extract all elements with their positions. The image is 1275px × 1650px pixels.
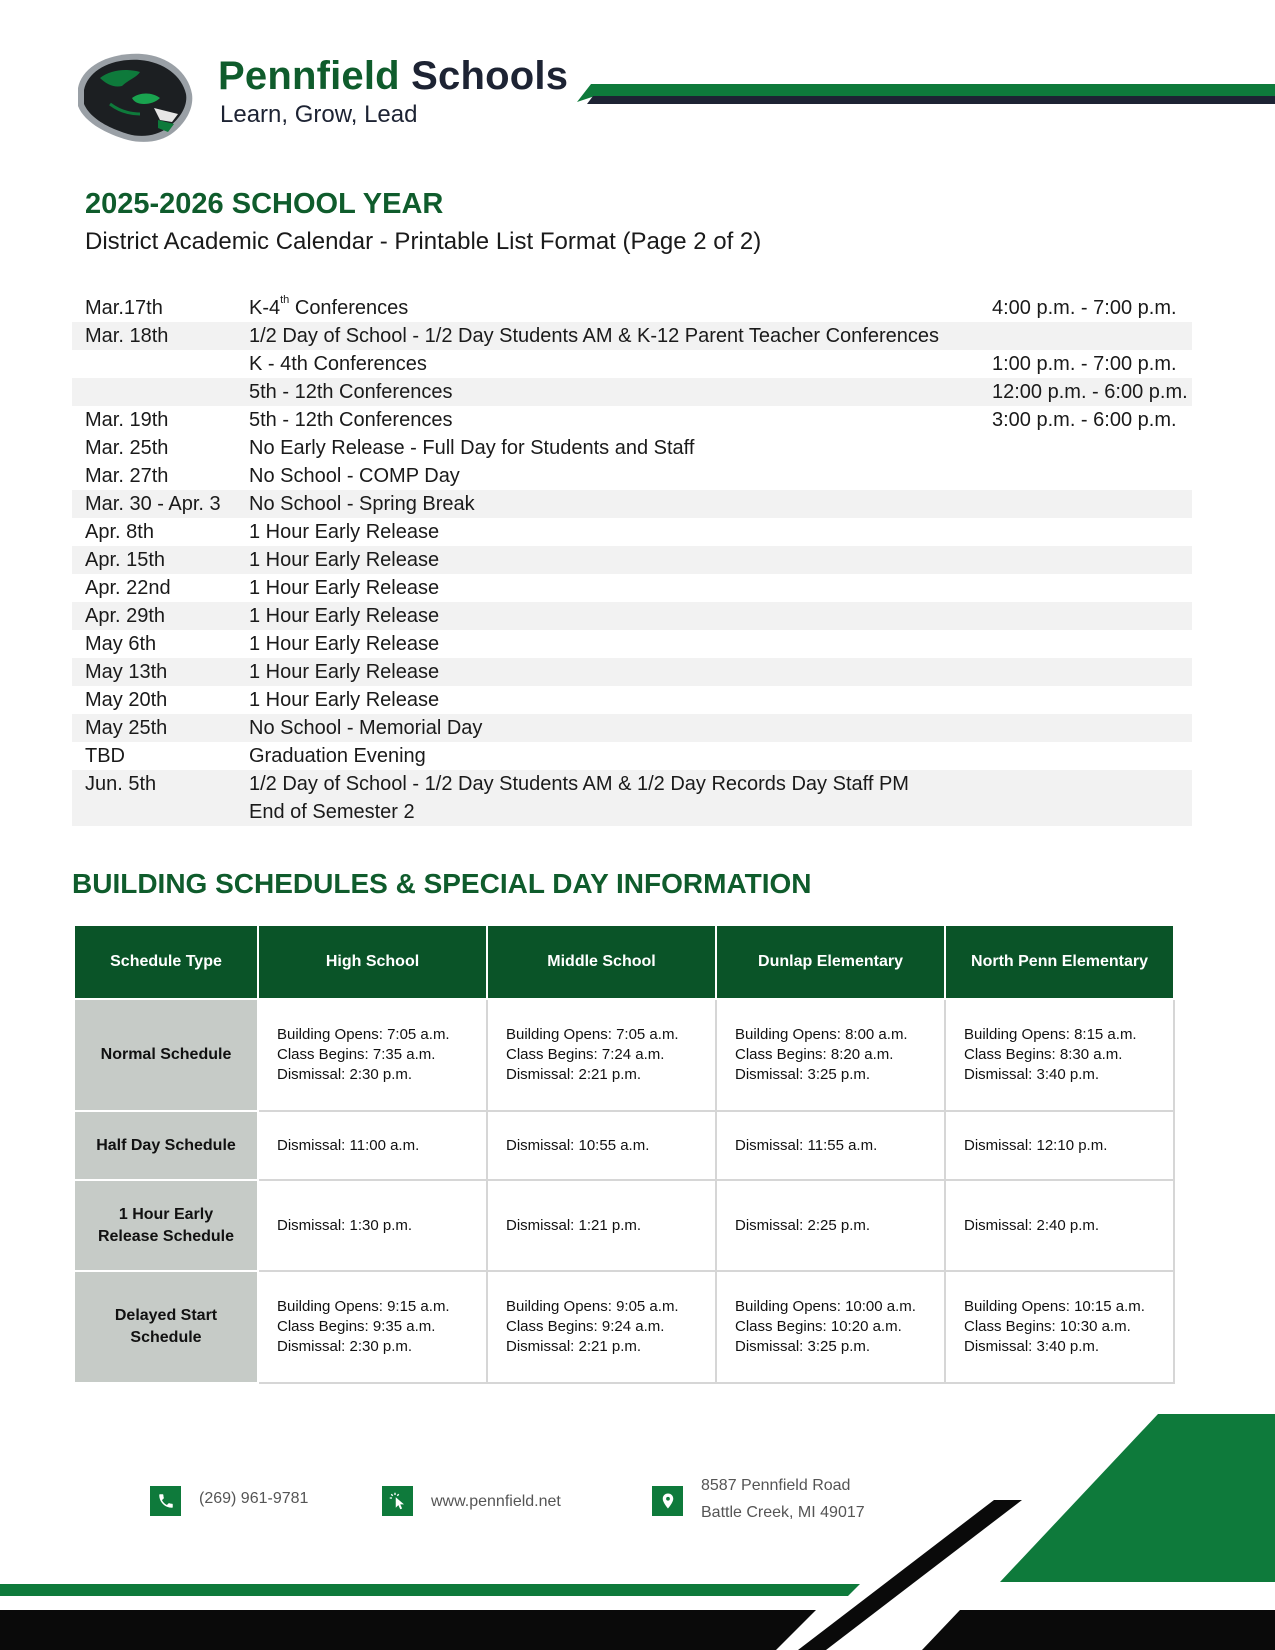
column-header: High School [258,925,487,999]
event-description: No School - Spring Break [249,493,475,515]
column-header: Dunlap Elementary [716,925,945,999]
calendar-event-row [72,462,1192,490]
schedule-line: Building Opens: 8:00 a.m. [735,1026,908,1043]
table-row [74,1111,1174,1180]
event-description: Graduation Evening [249,745,426,767]
event-description: 1 Hour Early Release [249,689,440,711]
calendar-event-list [72,294,1192,826]
footer-decoration [0,1400,1275,1650]
schedule-line: Building Opens: 7:05 a.m. [506,1026,679,1043]
schedule-line: Building Opens: 9:05 a.m. [506,1298,679,1315]
cursor-click-icon [382,1486,413,1516]
schedule-line: Building Opens: 10:15 a.m. [964,1298,1145,1315]
page-title: 2025-2026 SCHOOL YEAR [85,188,444,220]
schedule-line: Dismissal: 12:10 p.m. [964,1136,1108,1154]
event-date: Mar. 18th [85,325,169,347]
event-date: Apr. 29th [85,605,166,627]
column-header: North Penn Elementary [945,925,1174,999]
contact-address [652,1477,865,1526]
schedule-cell [716,999,945,1111]
calendar-event-row [72,602,1192,630]
event-description-superscript: th [280,294,290,307]
calendar-event-row [72,406,1192,434]
brand-name-green: Pennfield [218,54,400,98]
contact-phone [150,1486,308,1516]
schedule-cell [945,1180,1174,1271]
tagline: Learn, Grow, Lead [220,101,418,128]
schedule-cell [716,1180,945,1271]
event-date: Apr. 8th [85,521,154,543]
schedule-line: Dismissal: 2:30 p.m. [277,1338,413,1355]
section-title: BUILDING SCHEDULES & SPECIAL DAY INFORMATION [72,868,812,899]
table-header-row [74,925,1174,999]
schedule-line: Class Begins: 8:20 a.m. [735,1046,894,1063]
event-description: No School - COMP Day [249,465,460,487]
schedule-line: Building Opens: 10:00 a.m. [735,1298,916,1315]
calendar-event-row [72,490,1192,518]
address-line-1: 8587 Pennfield Road [701,1477,851,1494]
schedule-type-cell: Delayed Start Schedule [74,1271,258,1383]
brand-name [218,52,568,100]
event-description: 1 Hour Early Release [249,549,440,571]
schedule-cell [487,999,716,1111]
event-description: 1 Hour Early Release [249,661,440,683]
event-description: 1 Hour Early Release [249,577,440,599]
website-link[interactable]: www.pennfield.net [431,1493,561,1510]
event-time: 1:00 p.m. - 7:00 p.m. [992,353,1177,375]
schedule-cell [258,999,487,1111]
event-description: End of Semester 2 [249,801,415,823]
schedule-cell [258,1271,487,1383]
schedule-line: Building Opens: 8:15 a.m. [964,1026,1137,1043]
address-line-2: Battle Creek, MI 49017 [701,1504,865,1521]
event-date: May 6th [85,633,157,655]
schedule-line: Dismissal: 1:30 p.m. [277,1216,413,1234]
page-subtitle: District Academic Calendar - Printable List Format (Page 2 of 2) [85,228,762,255]
schedule-line: Dismissal: 2:30 p.m. [277,1066,413,1083]
event-description: No School - Memorial Day [249,717,483,739]
schedule-line: Dismissal: 2:21 p.m. [506,1338,642,1355]
event-description: 1 Hour Early Release [249,521,440,543]
schedule-cell [716,1111,945,1180]
schedule-line: Dismissal: 11:00 a.m. [277,1136,420,1154]
schedule-line: Class Begins: 9:24 a.m. [506,1318,665,1335]
schedule-cell [945,999,1174,1111]
event-time: 12:00 p.m. - 6:00 p.m. [992,381,1188,403]
event-description-text: K-4 [249,297,281,319]
brand-name-dark: Schools [411,54,569,98]
schedule-type-cell: Normal Schedule [74,999,258,1111]
schedule-cell [258,1111,487,1180]
calendar-event-row [72,434,1192,462]
schedule-line: Dismissal: 2:25 p.m. [735,1216,871,1234]
event-description: 5th - 12th Conferences [249,381,453,403]
schedule-cell [945,1271,1174,1383]
schedule-line: Dismissal: 3:25 p.m. [735,1338,871,1355]
table-row [74,999,1174,1111]
event-date: Mar. 27th [85,465,169,487]
event-description: 1 Hour Early Release [249,605,440,627]
schedule-line: Building Opens: 7:05 a.m. [277,1026,450,1043]
schedule-cell [258,1180,487,1271]
table-row [74,1271,1174,1383]
schedule-line: Dismissal: 3:25 p.m. [735,1066,871,1083]
calendar-event-row [72,574,1192,602]
schedule-line: Dismissal: 2:21 p.m. [506,1066,642,1083]
schedule-cell [487,1111,716,1180]
event-date: Mar. 19th [85,409,169,431]
location-pin-icon [652,1486,683,1516]
calendar-event-row [72,350,1192,378]
building-schedule-table [73,924,1175,1384]
schedule-type-cell: Half Day Schedule [74,1111,258,1180]
event-date: May 20th [85,689,168,711]
schedule-line: Class Begins: 8:30 a.m. [964,1046,1123,1063]
table-row [74,1180,1174,1271]
schedule-cell [487,1180,716,1271]
schedule-line: Dismissal: 1:21 p.m. [506,1216,642,1234]
calendar-event-row [72,714,1192,742]
schedule-line: Dismissal: 10:55 a.m. [506,1136,650,1154]
event-date: May 13th [85,661,168,683]
event-time: 3:00 p.m. - 6:00 p.m. [992,409,1177,431]
calendar-event-row [72,518,1192,546]
event-description: 1/2 Day of School - 1/2 Day Students AM & K-12 Parent Teacher Conferences [249,325,940,347]
calendar-event-row [72,742,1192,770]
event-description: 1 Hour Early Release [249,633,440,655]
calendar-event-row [72,770,1192,798]
schedule-line: Dismissal: 2:40 p.m. [964,1216,1100,1234]
schedule-cell [487,1271,716,1383]
calendar-event-row [72,294,1192,322]
schedule-line: Class Begins: 10:30 a.m. [964,1318,1131,1335]
schedule-type-cell: 1 Hour Early Release Schedule [74,1180,258,1271]
event-date: Mar. 30 - Apr. 3 [85,493,221,515]
schedule-line: Dismissal: 3:40 p.m. [964,1338,1100,1355]
event-date: TBD [85,745,125,767]
panther-logo-icon [70,48,195,144]
calendar-event-row [72,378,1192,406]
event-description: 1/2 Day of School - 1/2 Day Students AM & 1/2 Day Records Day Staff PM [249,773,909,795]
phone-icon [150,1486,181,1516]
calendar-event-row [72,546,1192,574]
event-description-tail: Conferences [289,297,409,319]
calendar-event-row [72,798,1192,826]
calendar-event-row [72,322,1192,350]
contact-website [382,1486,561,1516]
schedule-line: Building Opens: 9:15 a.m. [277,1298,450,1315]
event-date: Apr. 22nd [85,577,171,599]
calendar-event-row [72,630,1192,658]
event-date: May 25th [85,717,168,739]
schedule-line: Dismissal: 3:40 p.m. [964,1066,1100,1083]
event-time: 4:00 p.m. - 7:00 p.m. [992,297,1177,319]
event-date: Apr. 15th [85,549,166,571]
event-date: Jun. 5th [85,773,157,795]
schedule-line: Class Begins: 9:35 a.m. [277,1318,436,1335]
event-description [249,294,408,322]
event-date: Mar.17th [85,297,163,319]
brand [218,52,568,130]
schedule-cell [716,1271,945,1383]
calendar-event-row [72,658,1192,686]
schedule-line: Dismissal: 11:55 a.m. [735,1136,878,1154]
event-date: Mar. 25th [85,437,169,459]
event-description: 5th - 12th Conferences [249,409,453,431]
calendar-event-row [72,686,1192,714]
column-header: Schedule Type [74,925,258,999]
schedule-line: Class Begins: 7:35 a.m. [277,1046,436,1063]
address [701,1472,865,1526]
event-description: No Early Release - Full Day for Students and Staff [249,437,695,459]
event-description: K - 4th Conferences [249,353,427,375]
schedule-line: Class Begins: 10:20 a.m. [735,1318,902,1335]
column-header: Middle School [487,925,716,999]
schedule-line: Class Begins: 7:24 a.m. [506,1046,665,1063]
header-stripe [577,82,1275,104]
schedule-cell [945,1111,1174,1180]
phone-number[interactable]: (269) 961-9781 [199,1490,309,1507]
